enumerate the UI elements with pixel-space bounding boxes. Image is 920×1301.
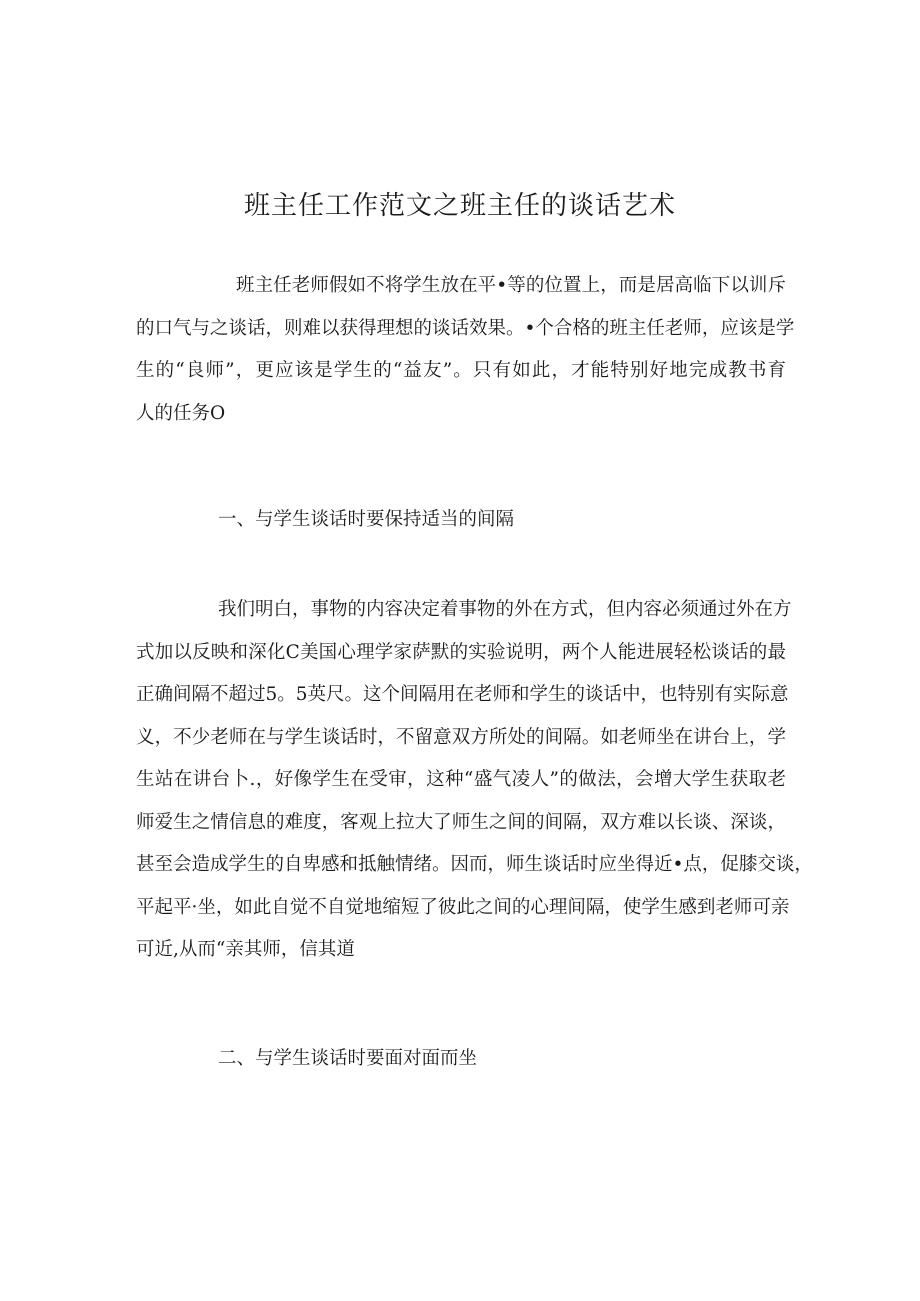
paragraph-line: 班主任老师假如不将学生放在平•等的位置上，而是居高临下以训斥 (236, 275, 786, 296)
section1-paragraph (136, 589, 813, 972)
intro-paragraph (136, 265, 795, 435)
paragraph-line: 正确间隔不超过5。5英尺。这个间隔用在老师和学生的谈话中，也特别有实际意 (136, 684, 789, 705)
paragraph-line: 的口气与之谈话，则难以获得理想的谈话效果。•个合格的班主任老师，应该是学 (136, 317, 795, 339)
paragraph-line: 人的任务O (136, 402, 226, 424)
paragraph-line: 甚至会造成学生的自卑感和抵触情绪。因而，师生谈话时应坐得近•点，促膝交谈， (136, 854, 813, 875)
section-heading-1: 一、与学生谈话时要保持适当的间隔 (218, 509, 515, 530)
paragraph-line: 生的“良师”，更应该是学生的“益友”。只有如此，才能特别好地完成教书育 (136, 360, 786, 381)
paragraph-line: 可近,从而“亲其师，信其道 (136, 939, 355, 960)
paragraph-line: 我们明白，事物的内容决定着事物的外在方式，但内容必须通过外在方 (218, 599, 792, 620)
paragraph-line: 义，不少老师在与学生谈话时，不留意双方所处的间隔。如老师坐在讲台上，学 (136, 726, 786, 748)
paragraph-line: 生站在讲台卜.，好像学生在受审，这种“盛气凌人”的做法，会增大学生获取老 (136, 769, 786, 790)
paragraph-line: 式加以反映和深化C美国心理学家萨默的实验说明，两个人能进展轻松谈话的最 (136, 641, 786, 663)
section-heading-2: 二、与学生谈话时要面对面而坐 (218, 1048, 478, 1069)
document-title: 班主任工作范文之班主任的谈话艺术 (243, 191, 676, 221)
paragraph-line: 平起平·坐，如此自觉不自觉地缩短了彼此之间的心理间隔，使学生感到老师可亲 (136, 896, 790, 918)
paragraph-line: 师爱生之情信息的难度，客观上拉大了师生之间的间隔，双方难以长谈、深谈， (136, 811, 786, 833)
